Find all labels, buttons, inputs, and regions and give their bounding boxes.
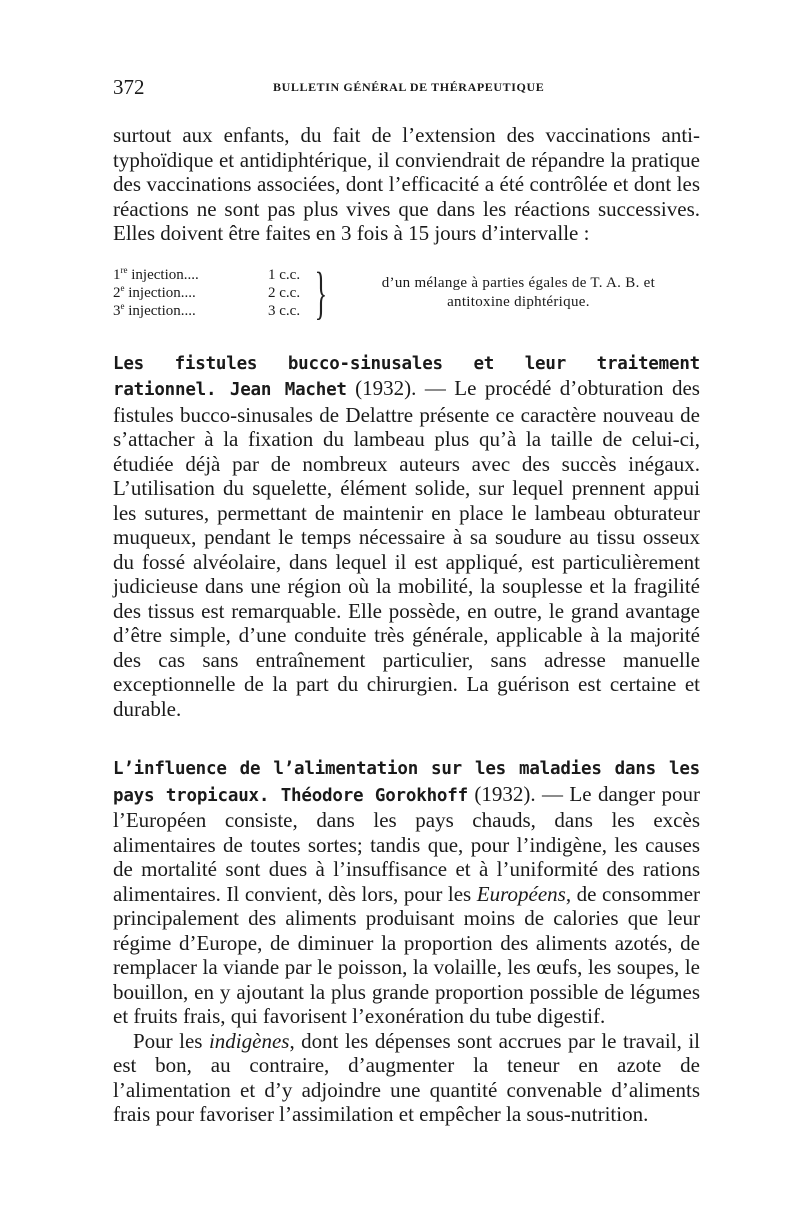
section-text: , dont les dépenses sont accrues par le travail, il est bon, au contraire, d’augmenter la teneur en azote de l’alimentation et d’y adjoindre une quantité convenable d’aliments frais pour favoriser l’assimilation et empêcher la sous-nutrition. (113, 1028, 701, 1126)
section-heading: L’influence de l’alimentation sur les maladies dans les pays tropicaux. Théodore Gorokhoff (113, 759, 700, 806)
section-heading: Les fistules bucco-sinusales et leur traitement rationnel. Jean Machet (113, 353, 700, 400)
injection-row (113, 284, 313, 302)
injection-dose: 3 c.c. (268, 302, 301, 319)
section-year: (1932). (346, 376, 417, 400)
emphasis-indigenes: indigènes (208, 1028, 290, 1053)
injection-label: injection.... (124, 284, 196, 301)
section-alimentation (113, 755, 700, 1029)
injection-label: injection.... (124, 302, 196, 319)
injection-ordinal: e (120, 300, 125, 311)
injection-dose: 1 c.c. (268, 266, 301, 283)
injection-row (113, 266, 313, 284)
emphasis-europeens: Européens (476, 881, 566, 906)
section-text: — Le danger pour l’Européen consiste, dans les pays chauds, dans les excès alimentaires de toutes sortes; tandis que, pour l’indigène, les causes de mortalité sont dues à l’insuffisance et à l’uniformité des rations alimentaires. Il convient, dès lors, pour les (113, 781, 701, 906)
curly-brace-icon: } (314, 259, 328, 325)
injection-dose: 2 c.c. (268, 284, 301, 301)
injection-number: 3 (113, 302, 121, 319)
section-text: — Le procédé d’obturation des fistules bucco-sinusales de Delattre présente ce caractère nouveau de s’attacher à la fixation du lambeau plus qu’à la taille de celui-ci, étudiée déjà par de nombreux auteurs avec des succès inégaux. L’utilisation du squelette, élément solide, sur lequel prennent appui les sutures, permettant de maintenir en place le lambeau obturateur muqueux, pendant le temps nécessaire à sa soudure au tissu osseux du fossé alvéolaire, dans lequel il est appliqué, est particulièrement judicieuse dans une région où la mobilité, la souplesse et la fragilité des tissus est remarquable. Elle possède, en outre, le grand avantage d’être simple, d’une conduite très générale, applicable à la majorité des cas sans entraînement particulier, sans adresse manuelle exceptionnelle de la part du chirurgien. La guérison est certaine et durable. (113, 376, 700, 721)
injection-label: injection.... (127, 266, 199, 283)
injection-schedule (113, 259, 700, 325)
injection-note (337, 274, 700, 312)
section-alimentation-paragraph-2 (113, 1029, 700, 1127)
injection-number: 1 (113, 266, 121, 283)
intro-paragraph: surtout aux enfants, du fait de l’extension des vaccinations anti-typhoïdique et antidiphtérique, il conviendrait de répandre la pratique des vaccinations associées, dont l’efficacité a été contrôlée et dont les réactions ne sont pas plus vives que dans les réactions successives. Elles doivent être faites en 3 fois à 15 jours d’intervalle : (113, 123, 700, 245)
book-page (113, 75, 700, 1127)
section-text: Pour les (133, 1028, 209, 1053)
injection-note-line: antitoxine diphtérique. (447, 293, 590, 310)
injection-number: 2 (113, 284, 121, 301)
section-fistules (113, 350, 700, 722)
section-text: , de consommer principalement des aliments produisant moins de calories que leur régime d’Europe, de diminuer la proportion des aliments azotés, de remplacer la viande par le poisson, la volaille, les œufs, les soupes, le bouillon, en y ajoutant la plus grande proportion possible de légumes et fruits frais, qui favorisent l’exonération du tube digestif. (113, 881, 701, 1028)
injection-ordinal: re (120, 264, 128, 275)
injection-row (113, 302, 313, 320)
page-number: 372 (113, 75, 145, 99)
injection-note-line: d’un mélange à parties égales de T. A. B. et (381, 274, 656, 291)
injection-ordinal: e (120, 282, 125, 293)
section-year: (1932). (467, 781, 536, 806)
running-header (113, 75, 700, 99)
injection-table (113, 266, 313, 320)
journal-title: BULLETIN GÉNÉRAL DE THÉRAPEUTIQUE (273, 80, 545, 94)
